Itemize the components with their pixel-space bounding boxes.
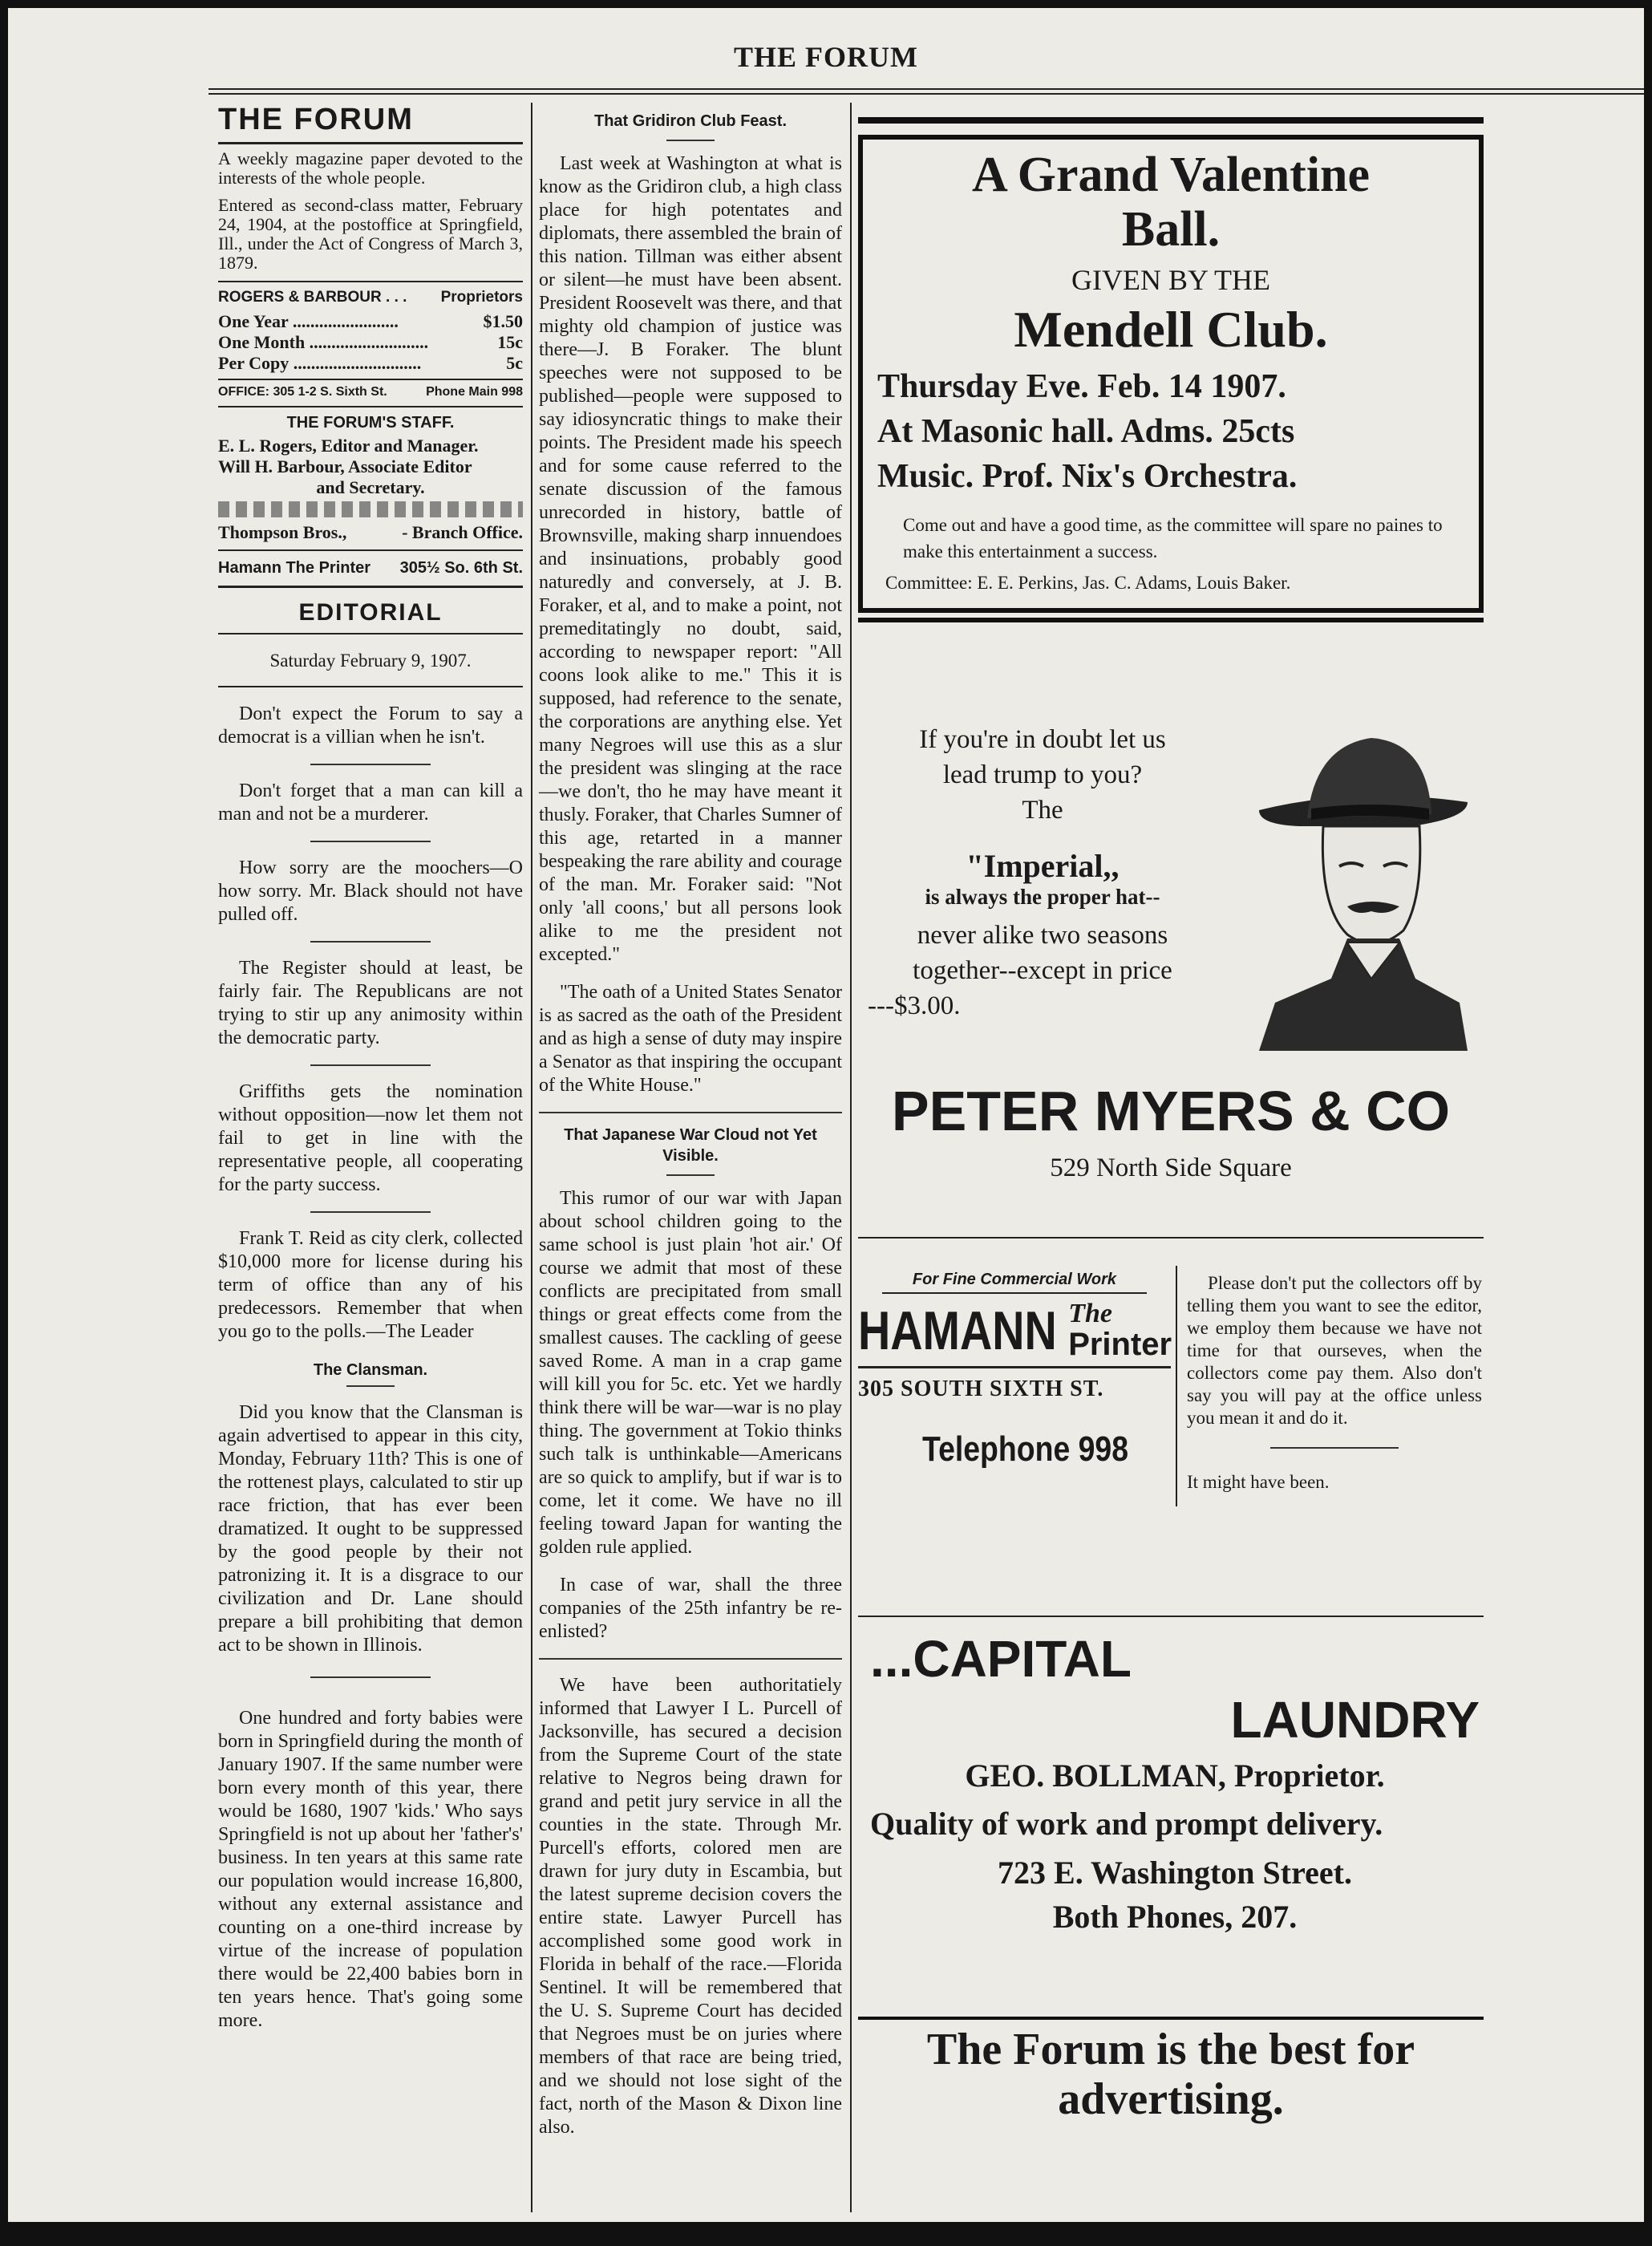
ball-title: A Grand Valentine bbox=[971, 148, 1371, 202]
ball-club: Mendell Club. bbox=[1014, 301, 1328, 358]
ad-rule-5 bbox=[858, 2017, 1484, 2020]
hamann-address: 305 SOUTH SIXTH ST. bbox=[858, 1376, 1104, 1401]
peter-myers-address: 529 North Side Square bbox=[1050, 1153, 1292, 1182]
rate-row bbox=[218, 332, 523, 353]
hamann-logo bbox=[858, 1299, 1171, 1360]
hat-tagline: is always the proper hat-- bbox=[925, 885, 1160, 909]
head-rule-2 bbox=[209, 93, 1644, 95]
laundry-quality: Quality of work and prompt delivery. bbox=[870, 1806, 1383, 1842]
gridiron-quote: "The oath of a United States Senator is as sacred as the oath of the President and as high a sense of duty may inspire a Senator as that inspiring the occupant of the White House." bbox=[539, 982, 842, 1096]
staff-heading: THE FORUM'S STAFF. bbox=[286, 414, 455, 432]
ad-rule bbox=[858, 117, 1484, 124]
running-head: THE FORUM bbox=[734, 41, 918, 73]
collectors-notice bbox=[1187, 1272, 1482, 1494]
masthead-title: THE FORUM bbox=[218, 103, 414, 136]
office-phone: Phone Main 998 bbox=[426, 385, 523, 399]
babies-paragraph: One hundred and forty babies were born in Springfield during the month of January 1907. If the same number were born every month of this year, there would be 1680, 1907 'kids.' Who says Springfield is not up about her 'father's' business. In ten years at this same rate our population would increase 16,800, without any external assistance and counting on a one-third increase by virtue of the increase of population there would be 22,400 babies born in ten years hence. That's going some more. bbox=[218, 1708, 523, 2031]
hamann-telephone: Telephone 998 bbox=[922, 1429, 1129, 1469]
printer-line bbox=[218, 559, 523, 578]
branch-office-line bbox=[218, 522, 523, 543]
hat-line-5: together--except in price bbox=[913, 956, 1172, 985]
office-line bbox=[218, 385, 523, 399]
editorial-paragraph: Don't expect the Forum to say a democrat is a villian when he isn't. bbox=[218, 703, 523, 748]
head-rule bbox=[209, 88, 1644, 90]
hat-brand: "Imperial,, bbox=[966, 848, 1120, 884]
rate-row bbox=[218, 353, 523, 374]
rate-label: Per Copy ............................. bbox=[218, 353, 422, 373]
clansman-heading: The Clansman. bbox=[313, 1361, 428, 1379]
japanese-paragraph: This rumor of our war with Japan about school children going to the same school is just plain 'hot air.' Of course we admit that most of these conflicts are precipitated from small things or great effects come from the smallest causes. The cackling of geese saved Rome. A man in a crap game will kill you for 5c. etc. Yet we hardly think there will be war—war is no play thing. The government at Tokio thinks such talk is unthinkable—Americans are so quick to amplify, but if war is to come, let it come. We have no ill feeling toward Japan for wanting the golden rule applied. bbox=[539, 1188, 842, 1558]
rate-label: One Year ........................ bbox=[218, 311, 399, 331]
laundry-address: 723 E. Washington Street. bbox=[998, 1855, 1352, 1891]
gridiron-paragraph: Last week at Washington at what is know as the Gridiron club, a high class place for high potentates and diplomats, there assembled the brain of this nation. Tillman was either absent or silent—he must have been absent. President Roosevelt was there, and that mighty old champion of justice was there—J. B Foraker. The blunt speeches were not supposed to be published—people were supposed to say idiosyncratic things to make their points. The President made his speech and for some cause referred to the senate discussion of the famous unrecorded in history, battle of Brownsville, making sharp innuendoes and insinuations, probably good naturedly and conversely, at J. B. Foraker, et al, and to make a point, not premeditatingly no doubt, said, according to newspaper report: "All coons look alike to me." This it is supposed, had reference to the senate, the corporations are anything else. Yet many Negroes will use this as a slur the president was slinging at the race—we don't, tho he may have meant it thusly. Foraker, that Charles Sumner of this age, retarted in a manner bespeaking the rare ability and courage of the man. Mr. Foraker said: "Not only 'all coons,' but all persons look alike to me the president not excepted." bbox=[539, 153, 842, 965]
capital-laundry-ad bbox=[870, 1628, 1480, 1936]
illegible-staff-line bbox=[218, 501, 523, 517]
editorial-heading: EDITORIAL bbox=[298, 599, 443, 626]
editorial-column bbox=[218, 703, 523, 2047]
forum-advertising-ad: The Forum is the best for advertising. bbox=[926, 2025, 1415, 2124]
column-divider-2 bbox=[850, 103, 852, 2212]
masthead-entry-notice: Entered as second-class matter, February 24, 1904, at the postoffice at Springfield, Ill., under the Act of Congress of March 3, 1879. bbox=[218, 195, 523, 273]
hat-line-2: lead trump to you? bbox=[942, 760, 1143, 789]
editorial-paragraph: Frank T. Reid as city clerk, collected $10,000 more for license during his term of office than any of his predecessors. Remember that when you go to the polls.—The Leader bbox=[218, 1228, 523, 1342]
staff-line-3: and Secretary. bbox=[316, 477, 425, 497]
hamann-the: The bbox=[1068, 1299, 1112, 1328]
hamann-tagline: For Fine Commercial Work bbox=[912, 1271, 1117, 1288]
clansman-paragraph: Did you know that the Clansman is again advertised to appear in this city, Monday, February 11th? This is one of the rottenest plays, calculated to stir up race friction, that has ever been dramatized. It ought to be suppressed by the good people by their not patronizing it. It is a disgrace to our civilization and Dr. Lane should prepare a bill prohibiting that demon act to be shown in Illinois. bbox=[218, 1402, 523, 1656]
proprietors-line bbox=[218, 289, 523, 306]
purcell-paragraph: We have been authoritatiely informed that Lawyer I L. Purcell of Jacksonville, has secured a decision from the Supreme Court of the state relative to Negros being drawn for grand and petit jury service in all the counties in the state. Through Mr. Purcell's efforts, colored men are drawn for jury duty in Escambia, but the latest supreme decision covers the entire state. Lawyer Purcell has accomplished some good work in Florida in behalf of the race.—Florida Sentinel. It will be remembered that the U. S. Supreme Court has decided that Negroes must be on juries where members of that race are being tried, and we should not lose sight of the fact, north of the Mason & Dixon line also. bbox=[539, 1675, 842, 2138]
editorial-paragraph: Don't forget that a man can kill a man and not be a murderer. bbox=[218, 780, 523, 825]
masthead-box bbox=[218, 103, 523, 687]
gridiron-heading: That Gridiron Club Feast. bbox=[593, 112, 787, 130]
ad-rule-3 bbox=[858, 1237, 1484, 1239]
article-column bbox=[539, 111, 842, 2154]
hatted-man-illustration bbox=[1227, 714, 1484, 1051]
staff-line-1: E. L. Rogers, Editor and Manager. bbox=[218, 436, 479, 456]
hat-line-3: The bbox=[1022, 796, 1063, 825]
laundry-title-2: LAUNDRY bbox=[1230, 1691, 1480, 1749]
ad-rule-4 bbox=[858, 1616, 1484, 1617]
rate-price: 5c bbox=[506, 353, 523, 373]
rate-price: $1.50 bbox=[483, 311, 523, 331]
editorial-paragraph: Griffiths gets the nomination without opposition—now let them not fail to get in line with the representative people, all cooperating for the party success. bbox=[218, 1081, 523, 1195]
japanese-heading: That Japanese War Cloud not Yet Visible. bbox=[564, 1126, 817, 1165]
column-divider-1 bbox=[531, 103, 532, 2212]
editorial-paragraph: How sorry are the moochers—O how sorry. Mr. Black should not have pulled off. bbox=[218, 857, 523, 925]
printer-name: Hamann The Printer bbox=[218, 559, 371, 577]
laundry-title: ...CAPITAL bbox=[870, 1630, 1132, 1688]
printer-address: 305½ So. 6th St. bbox=[399, 559, 523, 577]
editorial-date: Saturday February 9, 1907. bbox=[269, 651, 472, 671]
hat-price: ---$3.00. bbox=[868, 991, 961, 1020]
office-address: OFFICE: 305 1-2 S. Sixth St. bbox=[218, 385, 387, 399]
peter-myers-name: PETER MYERS & CO bbox=[891, 1080, 1451, 1142]
ball-given-by: GIVEN BY THE bbox=[1071, 264, 1270, 296]
valentine-ball-ad bbox=[858, 135, 1484, 613]
rate-label: One Month ........................... bbox=[218, 332, 429, 352]
ball-music: Music. Prof. Nix's Orchestra. bbox=[877, 458, 1298, 495]
ad-rule-2 bbox=[858, 618, 1484, 622]
ball-committee: Committee: E. E. Perkins, Jas. C. Adams, Louis Baker. bbox=[885, 573, 1291, 593]
rate-price: 15c bbox=[497, 332, 523, 352]
hamann-printer-ad bbox=[858, 1271, 1171, 1470]
branch-name: Thompson Bros., bbox=[218, 522, 347, 542]
ad-divider bbox=[1176, 1266, 1177, 1506]
ball-note: Come out and have a good time, as the committee will spare no paines to make this entertainment a success. bbox=[903, 515, 1443, 562]
ball-title-2: Ball. bbox=[1121, 202, 1221, 257]
laundry-proprietor: GEO. BOLLMAN, Proprietor. bbox=[965, 1757, 1385, 1794]
hat-line-1: If you're in doubt let us bbox=[919, 725, 1166, 754]
proprietors-label: Proprietors bbox=[440, 289, 523, 306]
hat-line-4: never alike two seasons bbox=[917, 921, 1168, 950]
hamann-name: HAMANN bbox=[858, 1300, 1057, 1361]
might-have-been: It might have been. bbox=[1187, 1472, 1330, 1492]
ball-place: At Masonic hall. Adms. 25cts bbox=[877, 413, 1295, 450]
rate-row bbox=[218, 311, 523, 332]
ball-date: Thursday Eve. Feb. 14 1907. bbox=[877, 368, 1286, 405]
masthead-description: A weekly magazine paper devoted to the interests of the whole people. bbox=[218, 148, 523, 188]
proprietors-names: ROGERS & BARBOUR . . . bbox=[218, 289, 407, 306]
japanese-paragraph: In case of war, shall the three companies of the 25th infantry be re-enlisted? bbox=[539, 1575, 842, 1642]
editorial-paragraph: The Register should at least, be fairly fair. The Republicans are not trying to stir up any animosity within the democratic party. bbox=[218, 958, 523, 1048]
laundry-phones: Both Phones, 207. bbox=[1052, 1899, 1298, 1935]
imperial-hat-ad bbox=[858, 722, 1227, 1024]
newspaper-page bbox=[8, 8, 1644, 2222]
staff-line-2: Will H. Barbour, Associate Editor bbox=[218, 456, 472, 476]
collectors-text: Please don't put the collectors off by telling them you want to see the editor, we employ them because we have not time for that ourseves, when the collectors come pay them. Also don't say you will pay at the office unless you mean it and do it. bbox=[1187, 1273, 1482, 1428]
branch-label: - Branch Office. bbox=[402, 522, 523, 542]
hamann-printer: Printer bbox=[1068, 1327, 1172, 1362]
